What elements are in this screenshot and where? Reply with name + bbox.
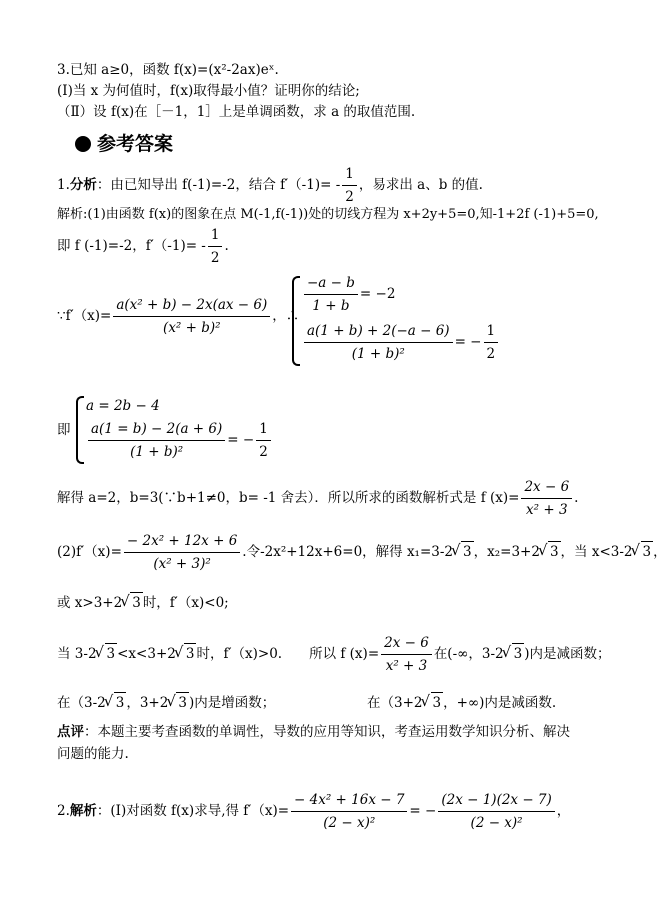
solve-fraction (521, 478, 572, 519)
inc-post: )内是增函数； (188, 695, 276, 711)
q3-stem: 3.已知 a≥0，函数 f(x)=(x²-2ax)eˣ. (57, 62, 279, 78)
when-den: x² + 3 (385, 658, 428, 674)
s1-jx1: 解析:(1)由函数 f(x)的图象在点 M(-1,f(-1))处的切线方程为 x+2y+5=0,知-1+2f (-1)+5=0, (57, 207, 599, 222)
q3-part2: （Ⅱ）设 f(x)在［－1，1］上是单调函数，求 a 的取值范围. (57, 104, 416, 120)
dec-pre: 在（3+2 (367, 695, 423, 711)
s2-fraction2 (438, 791, 554, 832)
sys1-row2-num: a(1 + b) + 2(−a − 6) (304, 322, 453, 343)
q3-part1: (Ⅰ)当 x 为何值时，f(x)取得最小值？证明你的结论; (57, 83, 360, 99)
s1-dec-line (367, 692, 556, 713)
part2-end: ，当 x<3-2 (560, 544, 633, 560)
inc-pre: 在（3-2 (57, 695, 106, 711)
half-fraction-2 (208, 226, 223, 267)
comment-label: 点评 (57, 724, 84, 740)
when-post: 时，f′（x)>0. 所以 f (x)= (196, 646, 380, 662)
deriv-fraction (113, 296, 270, 337)
s1-analysis-text: ：由已知导出 f(-1)=-2，结合 f′（-1)= - (96, 177, 341, 193)
s2-label: 解析 (69, 803, 97, 819)
sqrt3-c: √ 3 (641, 541, 654, 562)
therefore-text: ，∴ (272, 308, 300, 324)
answer-heading (75, 129, 173, 156)
sys2-row1: a = 2b − 4 (86, 398, 160, 414)
when-mid: <x<3+2 (117, 646, 176, 662)
part2-label: (2)f′（x)= (57, 544, 122, 560)
half-den-2: 2 (210, 250, 220, 266)
s1-derivative (57, 296, 299, 337)
sqrt3-j: √ 3 (431, 692, 444, 713)
s1-or-line (57, 592, 229, 613)
s1-solve: 解得 a=2，b=3(∵b+1≠0，b= -1 舍去）．所以所求的函数解析式是 f (x)= $\frac{2x - 6}{\text{x² + 3}}$ . (57, 479, 579, 518)
sys1-half-den: 2 (486, 346, 496, 362)
sys1-half-num: 1 (484, 322, 499, 343)
s2-den1: (2 − x)² (323, 815, 376, 831)
s1-comment2: 问题的能力. (57, 746, 129, 762)
s1-jx2-text: 即 f (-1)=-2，f′（-1)= - (57, 238, 206, 254)
s2-num: 2. (57, 803, 70, 819)
s1-analysis-label: 分析 (69, 177, 97, 193)
half-num: 1 (342, 165, 357, 186)
s1-analysis (57, 165, 483, 206)
sys2-row2 (86, 420, 273, 461)
comment-text1: ：本题主要考查函数的单调性，导数的应用等知识，考查运用数学知识分析、解决 (84, 724, 570, 740)
s2-tail: ， (556, 803, 571, 819)
sqrt3-b: √ 3 (548, 541, 561, 562)
when-pre: 当 3-2 (57, 646, 97, 662)
sys1-row1-rhs: = −2 (359, 286, 396, 302)
s2-eq: = − (409, 803, 437, 819)
sys1-row1-frac (304, 274, 358, 315)
sqrt3-a: √ 3 (461, 541, 474, 562)
part2-fraction (124, 532, 240, 573)
sys1-row2 (302, 322, 500, 363)
sys2-row2-frac (88, 420, 225, 461)
s2-den2: (2 − x)² (470, 815, 523, 831)
ji-label: 即 (57, 422, 71, 438)
when-tail-pre: 在(-∞，3-2 (433, 646, 504, 662)
s2-num2: (2x − 1)(2x − 7) (438, 791, 554, 812)
s1-analysis-post: ，易求出 a、b 的值. (358, 177, 483, 193)
sqrt3-h: √ 3 (114, 692, 127, 713)
sys1-row1 (302, 274, 395, 315)
sqrt3-f: √ 3 (184, 643, 197, 664)
part2-mid: .令-2x²+12x+6=0，解得 x₁=3-2 (242, 544, 454, 560)
sys2-half-den: 2 (259, 444, 268, 460)
s2-num1: − 4x² + 16x − 7 (291, 791, 407, 812)
sqrt3-e: √ 3 (105, 643, 118, 664)
sys2-row2-rhs: = − (227, 432, 255, 448)
sys1-half (484, 322, 499, 363)
half-fraction (342, 165, 357, 206)
sys1-row1-den: 1 + b (312, 298, 350, 314)
solve-num: 2x − 6 (521, 478, 572, 499)
sqrt3-d: √ 3 (130, 592, 143, 613)
solve-den: x² + 3 (526, 502, 568, 518)
answer-heading-text: 参考答案 (97, 133, 174, 155)
sys2-half-num: 1 (256, 420, 271, 441)
sqrt3-i: √ 3 (176, 692, 189, 713)
when-fraction (381, 634, 432, 675)
dec-post: ，+∞)内是减函数. (443, 695, 557, 711)
sys2-half (256, 420, 271, 461)
half-num-2: 1 (208, 226, 223, 247)
sqrt3-g: √ 3 (512, 643, 525, 664)
s1-jx2: 即 f (-1)=-2，f′（-1)= - $\frac{1}{2}$ . (57, 227, 229, 266)
part2-num: − 2x² + 12x + 6 (124, 532, 240, 553)
or-post: 时，f′（x)<0; (142, 595, 229, 611)
sys1-row2-rhs: = − (454, 334, 482, 350)
part2-den: (x² + 3)² (153, 556, 211, 572)
inc-mid: ，3+2 (126, 695, 169, 711)
sys1-row2-den: (1 + b)² (351, 346, 405, 362)
s1-part2: (2)f′（x)= $\frac{\text{− 2x² + 12x + 6}}{\text{(x² + 3)²}}$ .令-2x²+12x+6=0，解得 x₁=3-2√ 3 ，x₂=3+2√ 3 ，当 x<3-2√ 3 ， (57, 532, 667, 573)
deriv-label: ∵f′（x)= (57, 308, 112, 324)
deriv-den: (x² + b)² (163, 320, 221, 336)
system2-brace (76, 396, 84, 464)
deriv-num: a(x² + b) − 2x(ax − 6) (113, 296, 270, 317)
s1-inc-line (57, 692, 275, 713)
half-den: 2 (345, 189, 354, 205)
system1-brace (292, 276, 300, 366)
sys2-row2-num: a(1 = b) − 2(a + 6) (88, 420, 225, 441)
s1-comment (57, 722, 570, 742)
s2-pre: ：(Ⅰ)对函数 f(x)求导,得 f′（x)= (96, 803, 290, 819)
s1-num: 1. (57, 177, 70, 193)
sys1-row1-num: −a − b (304, 274, 358, 295)
bullet-dot-icon (75, 136, 91, 152)
when-tail-post: )内是减函数； (524, 646, 611, 662)
s2-fraction1 (291, 791, 407, 832)
sys2-row2-den: (1 + b)² (130, 444, 184, 460)
when-num: 2x − 6 (381, 634, 432, 655)
or-pre: 或 x>3+2 (57, 595, 123, 611)
sys1-row2-frac (304, 322, 453, 363)
part2-mid2: ，x₂=3+2 (473, 544, 540, 560)
s2-line (57, 791, 570, 832)
solve-text: 解得 a=2，b=3(∵b+1≠0，b= -1 舍去）．所以所求的函数解析式是 f (x)= (57, 490, 520, 506)
s1-when-line (57, 634, 611, 675)
